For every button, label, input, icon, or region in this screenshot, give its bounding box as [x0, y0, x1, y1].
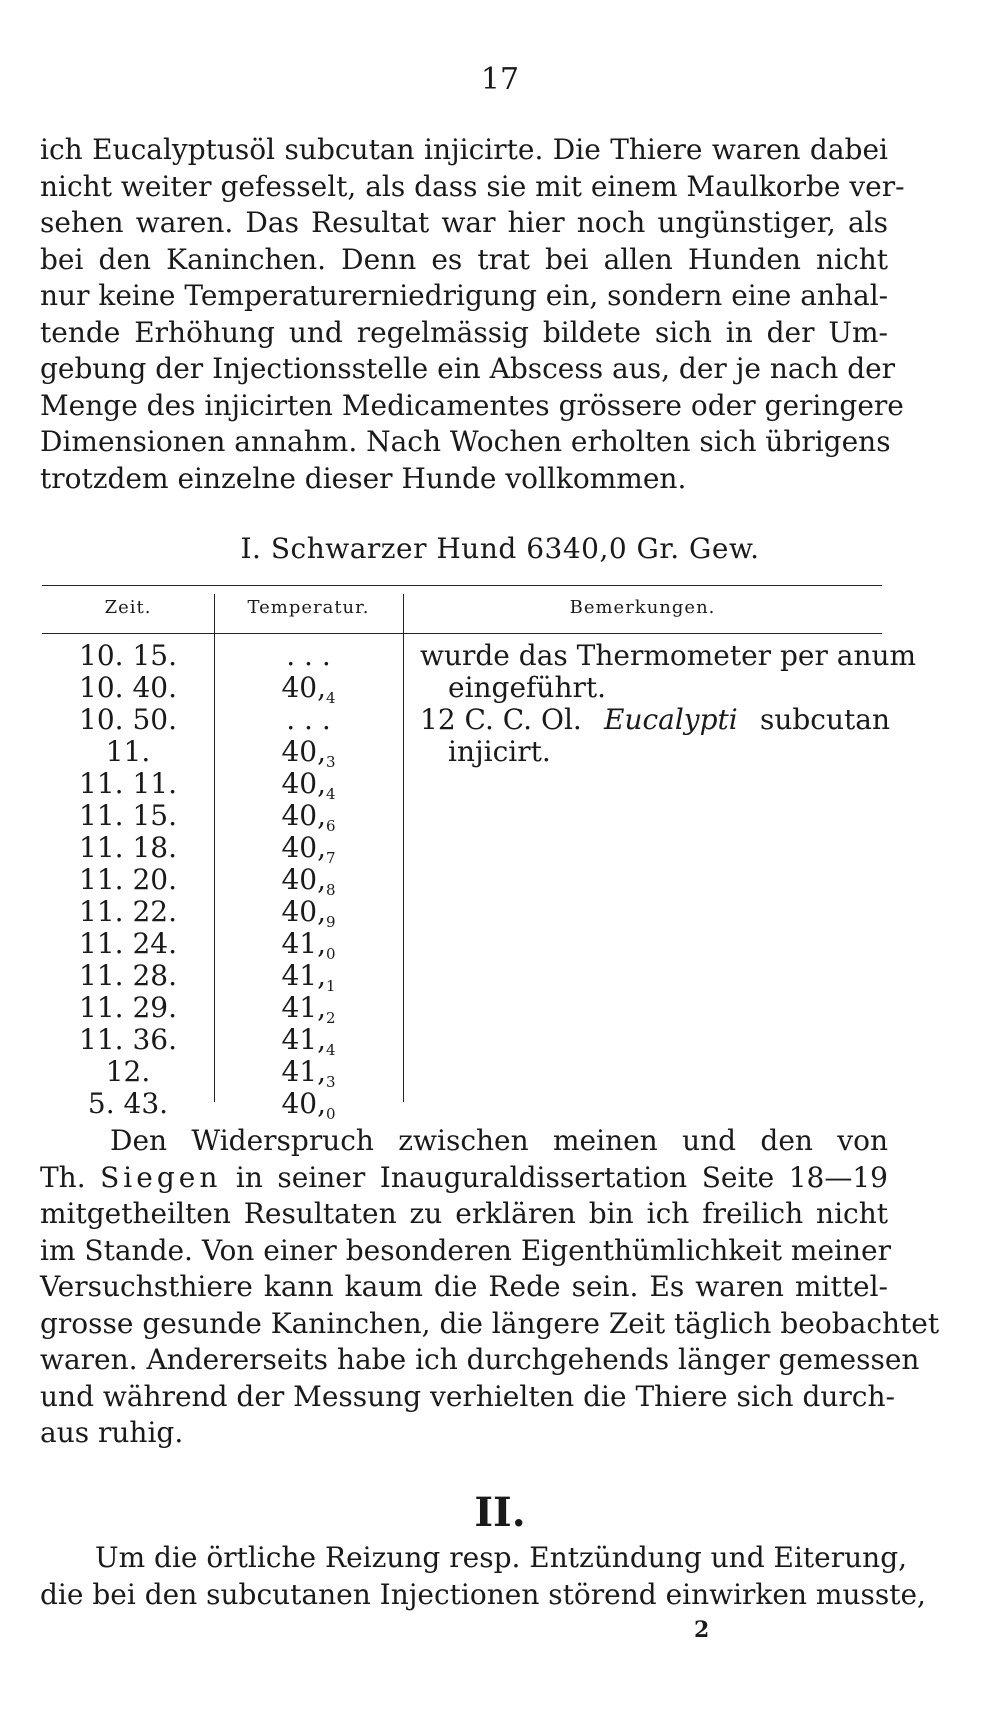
temp-decimal: 6: [325, 817, 336, 835]
cell-zeit: 11. 22.: [79, 895, 177, 928]
table-row: [42, 1087, 882, 1123]
column-header-zeit: Zeit.: [104, 597, 152, 618]
temp-integer: . . .: [286, 639, 331, 672]
text-fragment: Th.: [40, 1160, 86, 1194]
temp-integer: 40,: [281, 1087, 326, 1120]
text-line: trotzdem einzelne dieser Hunde vollkommen.: [40, 461, 687, 495]
cell-zeit: 10. 50.: [79, 703, 177, 736]
temp-integer: 40,: [281, 767, 326, 800]
temp-integer: 41,: [281, 1055, 326, 1088]
text-fragment: in seiner Inauguraldissertation Seite 18—19: [235, 1160, 888, 1194]
remark-dose: 12 C. C. Ol.: [420, 703, 582, 736]
text-line: Den Widerspruch zwischen meinen und den von: [110, 1124, 888, 1157]
remark-line: wurde das Thermometer per anum: [420, 639, 917, 672]
paragraph-1: [40, 132, 905, 497]
temp-integer: 41,: [281, 927, 326, 960]
temp-decimal: 8: [325, 881, 336, 899]
temp-integer: 40,: [281, 799, 326, 832]
temp-integer: 41,: [281, 1023, 326, 1056]
remark-line: [420, 704, 890, 736]
cell-zeit: 11. 24.: [79, 927, 177, 960]
temp-integer: 40,: [281, 671, 326, 704]
temp-decimal: 4: [325, 689, 336, 707]
cell-zeit: 11. 29.: [79, 991, 177, 1024]
text-line: Dimensionen annahm. Nach Wochen erholten sich übrigens: [40, 425, 891, 458]
text-line: Menge des injicirten Medicamentes grössere oder geringere: [40, 388, 904, 422]
text-line: [40, 1160, 888, 1197]
text-line: nur keine Temperaturerniedrigung ein, sondern eine anhal-: [40, 279, 889, 312]
table-row: [42, 927, 882, 963]
text-line: tende Erhöhung und regelmässig bildete sich in der Um-: [40, 315, 888, 349]
table-row: [42, 767, 882, 803]
temp-integer: 41,: [281, 991, 326, 1024]
cell-zeit: 11. 11.: [79, 767, 177, 800]
page-number: 17: [480, 62, 520, 97]
temp-integer: 40,: [281, 831, 326, 864]
cell-zeit: 12.: [105, 1055, 151, 1088]
remarks-cell: [420, 639, 917, 768]
temp-integer: 40,: [281, 895, 326, 928]
table-header-rule: [42, 633, 882, 634]
cell-zeit: 11. 18.: [79, 831, 177, 864]
temp-integer: 40,: [281, 863, 326, 896]
temp-decimal: 2: [325, 1009, 336, 1027]
column-header-temperatur: Temperatur.: [247, 597, 370, 618]
temp-decimal: 1: [325, 977, 336, 995]
text-line: Um die örtliche Reizung resp. Entzündung und Eiterung,: [95, 1541, 908, 1574]
signature-mark: 2: [694, 1617, 710, 1643]
text-line: im Stande. Von einer besonderen Eigenthümlichkeit meiner: [40, 1233, 891, 1267]
cell-zeit: 11. 36.: [79, 1023, 177, 1056]
table-row: [42, 959, 882, 995]
temp-integer: 40,: [281, 735, 326, 768]
text-line: grosse gesunde Kaninchen, die längere Zeit täglich beobachtet: [40, 1306, 940, 1340]
cell-zeit: 11.: [105, 735, 151, 768]
temp-decimal: 7: [325, 849, 336, 867]
remark-drug-name: Eucalypti: [604, 703, 738, 736]
table-row: [42, 799, 882, 835]
temp-decimal: 9: [325, 913, 336, 931]
cell-zeit: 10. 15.: [79, 639, 177, 672]
temp-decimal: 0: [325, 945, 336, 963]
cell-zeit: 11. 15.: [79, 799, 177, 832]
table-row: [42, 831, 882, 867]
column-header-bemerkungen: Bemerkungen.: [569, 597, 716, 618]
table-title: I. Schwarzer Hund 6340,0 Gr. Gew.: [240, 532, 760, 565]
text-line: und während der Messung verhielten die Thiere sich durch-: [40, 1379, 895, 1413]
text-line: die bei den subcutanen Injectionen störend einwirken musste,: [40, 1577, 926, 1611]
cell-zeit: 11. 20.: [79, 863, 177, 896]
table-row: [42, 991, 882, 1027]
text-line: ich Eucalyptusöl subcutan injicirte. Die Thiere waren dabei: [40, 133, 888, 166]
text-line: waren. Andererseits habe ich durchgehends länger gemessen: [40, 1343, 920, 1376]
remark-line: injicirt.: [448, 735, 551, 768]
text-line: nicht weiter gefesselt, als dass sie mit einem Maulkorbe ver-: [40, 169, 905, 203]
text-line: sehen waren. Das Resultat war hier noch ungünstiger, als: [40, 206, 888, 239]
cell-zeit: 5. 43.: [87, 1087, 169, 1120]
cell-zeit: 10. 40.: [79, 671, 177, 704]
table-row: [42, 1055, 882, 1091]
temp-integer: 41,: [281, 959, 326, 992]
remark-line: eingeführt.: [448, 671, 607, 704]
paragraph-3: [40, 1540, 926, 1613]
table-top-rule: [42, 585, 882, 586]
table-row: [42, 895, 882, 931]
temp-integer: . . .: [286, 703, 331, 736]
text-line: gebung der Injectionsstelle ein Abscess aus, der je nach der: [40, 352, 896, 385]
table-row: [42, 1023, 882, 1059]
table-row: [42, 863, 882, 899]
text-line: Versuchsthiere kann kaum die Rede sein. Es waren mittel-: [40, 1270, 888, 1303]
temp-decimal: 3: [325, 753, 336, 771]
temp-decimal: 3: [325, 1073, 336, 1091]
cell-zeit: 11. 28.: [79, 959, 177, 992]
text-line: bei den Kaninchen. Denn es trat bei allen Hunden nicht: [40, 242, 888, 276]
paragraph-2: [40, 1123, 940, 1452]
text-line: aus ruhig.: [40, 1416, 184, 1449]
text-line: mitgetheilten Resultaten zu erklären bin ich freilich nicht: [40, 1197, 888, 1230]
temp-decimal: 4: [325, 785, 336, 803]
temp-decimal: 0: [325, 1105, 336, 1123]
temp-decimal: 4: [325, 1041, 336, 1059]
author-name: Siegen: [100, 1160, 222, 1194]
section-heading: II.: [474, 1489, 526, 1536]
remark-route: subcutan: [759, 703, 890, 736]
